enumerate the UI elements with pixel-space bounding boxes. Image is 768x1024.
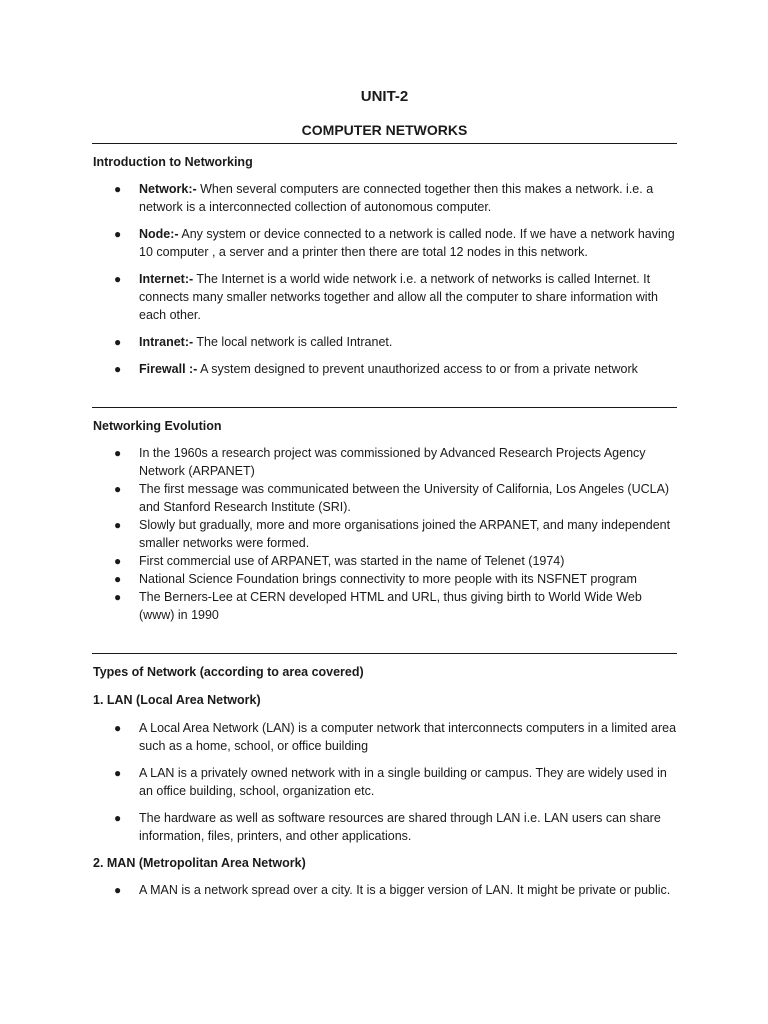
section-heading-types: Types of Network (according to area covered) [93,665,364,679]
bullet-icon: ● [114,446,122,460]
bullet-icon: ● [114,518,122,532]
list-item: ● The hardware as well as software resources are shared through LAN i.e. LAN users can share information, files, printers, and other applications. [114,811,661,843]
list-item: ● First commercial use of ARPANET, was started in the name of Telenet (1974) [114,554,565,568]
list-item: ● Internet:- The Internet is a world wide network i.e. a network of networks is called Internet. It connects many smaller networks together and allow all the computer to share information with each other. [114,272,659,322]
list-item: ● In the 1960s a research project was commissioned by Advanced Research Projects Agency Network (ARPANET) [114,446,646,478]
bullet-icon: ● [114,572,122,586]
list-item: ● A MAN is a network spread over a city. It is a bigger version of LAN. It might be private or public. [114,883,671,897]
list-item: ● The first message was communicated between the University of California, Los Angeles (UCLA) and Stanford Research Institute (SRI). [114,482,670,514]
evolution-list [92,444,677,624]
bullet-icon: ● [114,590,122,604]
list-item: ● Firewall :- A system designed to prevent unauthorized access to or from a private network [114,362,638,376]
list-item: ● Node:- Any system or device connected to a network is called node. If we have a network having 10 computer , a server and a printer then there are total 12 nodes in this network. [114,227,675,259]
bullet-icon: ● [114,554,122,568]
bullet-icon: ● [114,482,122,496]
list-item: ● Slowly but gradually, more and more organisations joined the ARPANET, and many independent smaller networks were formed. [114,518,671,550]
bullet-icon: ● [114,362,122,376]
list-item: ● National Science Foundation brings connectivity to more people with its NSFNET program [114,572,637,586]
list-item: ● A Local Area Network (LAN) is a computer network that interconnects computers in a limited area such as a home, school, or office building [114,721,677,753]
subheading-man: 2. MAN (Metropolitan Area Network) [93,856,306,870]
man-list [92,881,677,908]
bullet-icon: ● [114,883,122,897]
list-item: ● Network:- When several computers are connected together then this makes a network. i.e. a network is a interconnected collection of autonomous computer. [114,182,654,214]
page-title: COMPUTER NETWORKS [301,122,468,138]
subheading-lan: 1. LAN (Local Area Network) [93,693,261,707]
bullet-icon: ● [114,182,122,196]
lan-list [92,719,677,854]
divider [92,407,677,408]
list-item: ● Intranet:- The local network is called Intranet. [114,335,393,349]
section-heading-evolution: Networking Evolution [93,419,222,433]
bullet-icon: ● [114,335,122,349]
unit-title: UNIT-2 [360,88,409,105]
list-item: ● The Berners-Lee at CERN developed HTML and URL, thus giving birth to World Wide Web (www) in 1990 [114,590,642,622]
list-item: ● A LAN is a privately owned network with in a single building or campus. They are widely used in an office building, school, organization etc. [114,766,667,798]
bullet-icon: ● [114,811,122,825]
divider [92,653,677,654]
divider [92,143,677,144]
bullet-icon: ● [114,227,122,241]
section-heading-intro: Introduction to Networking [93,155,253,169]
intro-list [92,180,677,387]
bullet-icon: ● [114,721,122,735]
bullet-icon: ● [114,272,122,286]
bullet-icon: ● [114,766,122,780]
